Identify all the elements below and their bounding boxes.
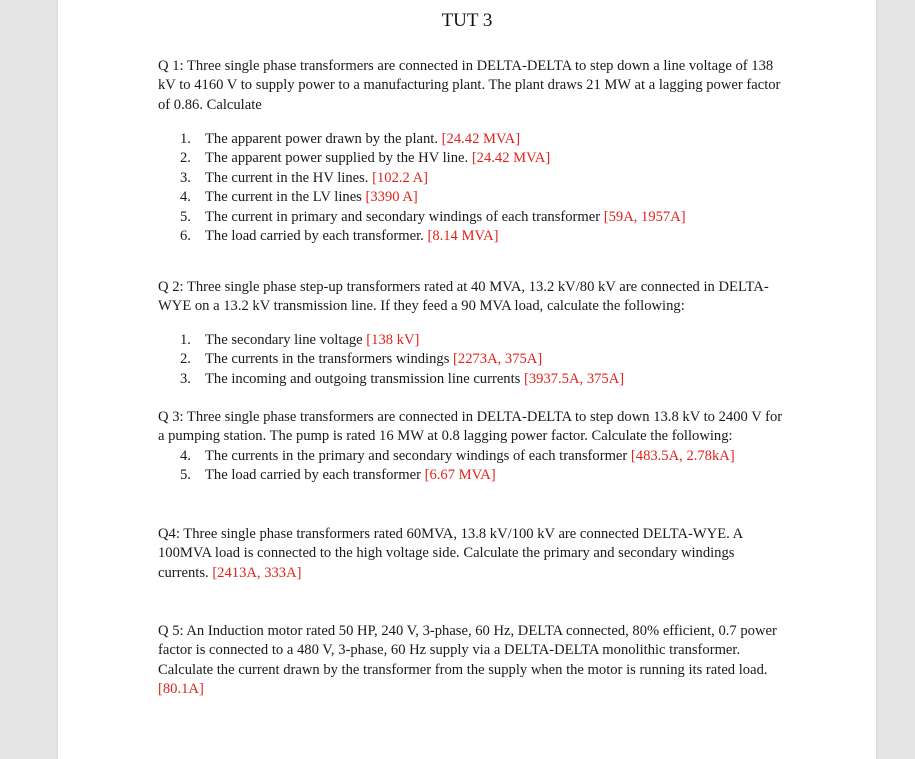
item-text: The incoming and outgoing transmission line currents [205,370,524,387]
item-answer: [102.2 A] [372,169,429,186]
question-4-answer: [2413A, 333A] [212,564,302,581]
item-number: 3. [180,370,191,387]
item-number: 2. [180,150,191,167]
list-item [158,447,798,466]
item-answer: [24.42 MVA] [441,131,521,147]
question-4-text [158,525,788,583]
document-page [58,0,876,759]
list-item [158,169,798,188]
item-answer: [483.5A, 2.78kA] [630,448,735,464]
question-5-body: Q 5: An Induction motor rated 50 HP, 240 V, 3-phase, 60 Hz, DELTA connected, 80% efficient, 0.7 power factor is connected to a 480 V, 3-phase, 60 Hz supply via a DELTA-DELTA monolithic transformer. Calculate the current drawn by the transformer from the supply when the motor is running its rated load. [158,623,777,678]
item-number: 5. [180,208,191,225]
list-item [158,130,798,149]
item-number: 1. [180,332,191,348]
question-1-list [158,130,798,246]
item-text: The apparent power supplied by the HV line. [205,150,472,167]
item-text: The current in the LV lines [205,189,366,206]
question-2-text: Q 2: Three single phase step-up transformers rated at 40 MVA, 13.2 kV/80 kV are connected in DELTA-WYE on a 13.2 kV transmission line. If they feed a 90 MVA load, calculate the following: [158,279,769,315]
question-3-text: Q 3: Three single phase transformers are connected in DELTA-DELTA to step down 13.8 kV to 2400 V for a pumping station. The pump is rated 16 MW at 0.8 lagging power factor. Calculate the following: [158,409,783,445]
item-answer: [24.42 MVA] [471,150,551,167]
question-2-list [158,331,798,389]
item-text: The currents in the primary and secondary windings of each transformer [205,448,631,464]
item-number: 1. [180,131,191,147]
question-1-text: Q 1: Three single phase transformers are connected in DELTA-DELTA to step down a line voltage of 138 kV to 4160 V to supply power to a manufacturing plant. The plant draws 21 MW at a lagging power factor of 0.86. Calculate [158,58,781,113]
item-number: 2. [180,351,191,368]
item-text: The apparent power drawn by the plant. [205,131,442,147]
item-answer: [8.14 MVA] [427,228,499,245]
item-answer: [59A, 1957A] [603,208,686,225]
list-item [158,227,798,246]
item-number: 6. [180,228,191,245]
item-text: The current in the HV lines. [205,169,373,186]
item-answer: [3390 A] [365,189,418,206]
item-text: The currents in the transformers windings [205,351,454,368]
list-item [158,188,798,207]
item-number: 4. [180,189,191,206]
list-item [158,331,798,350]
item-answer: [6.67 MVA] [424,467,496,484]
question-3-list [158,447,798,486]
list-item [158,466,798,485]
list-item [158,208,798,227]
list-item [158,370,798,389]
list-item [158,149,798,168]
question-5-answer: [80.1A] [158,681,204,698]
item-text: The load carried by each transformer [205,467,425,484]
list-item [158,350,798,369]
item-text: The current in primary and secondary windings of each transformer [205,208,604,225]
item-answer: [2273A, 375A] [453,351,543,368]
question-5-text [158,622,788,700]
item-text: The secondary line voltage [205,332,367,348]
question-4-body: Q4: Three single phase transformers rated 60MVA, 13.8 kV/100 kV are connected DELTA-WYE. A 100MVA load is connected to the high voltage side. Calculate the primary and secondary windings currents. [158,526,743,581]
item-answer: [138 kV] [366,332,420,348]
item-number: 3. [180,169,191,186]
page-title: TUT 3 [441,10,493,31]
item-text: The load carried by each transformer. [205,228,428,245]
item-number: 4. [180,448,191,464]
item-number: 5. [180,467,191,484]
item-answer: [3937.5A, 375A] [523,370,625,387]
